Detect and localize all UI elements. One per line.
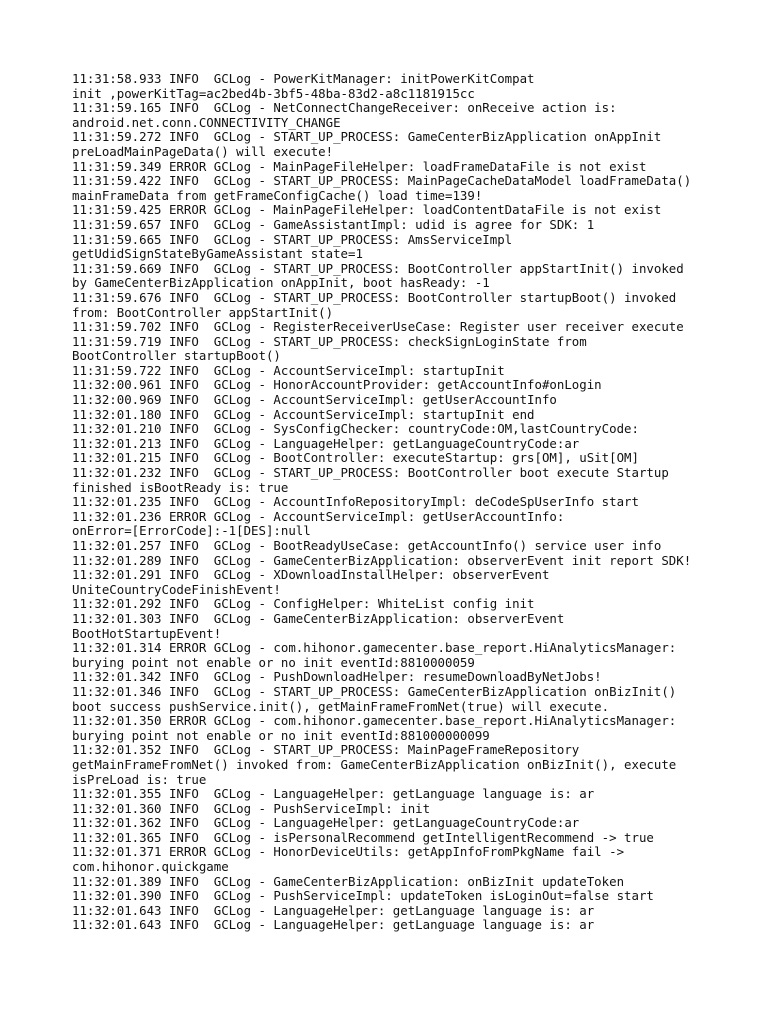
log-line: from: BootController appStartInit(): [72, 304, 334, 320]
log-line: 11:32:01.352 INFO GCLog - START_UP_PROCESS: MainPageFrameRepository: [72, 742, 580, 758]
log-line: 11:32:01.360 INFO GCLog - PushServiceImpl: init: [72, 800, 431, 816]
log-line: 11:31:59.349 ERROR GCLog - MainPageFileHelper: loadFrameDataFile is not exist: [72, 158, 647, 174]
log-line: 11:32:01.215 INFO GCLog - BootController: executeStartup: grs[OM], uSit[OM]: [72, 450, 639, 466]
log-line: burying point not enable or no init eventId:881000000099: [72, 727, 490, 743]
log-line: 11:32:01.389 INFO GCLog - GameCenterBizApplication: onBizInit updateToken: [72, 873, 625, 889]
log-line: 11:31:59.676 INFO GCLog - START_UP_PROCESS: BootController startupBoot() invoked: [72, 289, 677, 305]
log-line: 11:32:01.289 INFO GCLog - GameCenterBizApplication: observerEvent init report SDK!: [72, 552, 692, 568]
log-line: by GameCenterBizApplication onAppInit, boot hasReady: -1: [72, 275, 490, 291]
log-line: 11:32:01.232 INFO GCLog - START_UP_PROCESS: BootController boot execute Startup: [72, 465, 669, 481]
log-line: BootController startupBoot(): [72, 348, 281, 364]
log-line: 11:32:01.346 INFO GCLog - START_UP_PROCESS: GameCenterBizApplication onBizInit(): [72, 683, 677, 699]
log-line: 11:31:59.272 INFO GCLog - START_UP_PROCESS: GameCenterBizApplication onAppInit: [72, 129, 662, 145]
log-text-block: [72, 72, 712, 933]
log-line: 11:32:01.303 INFO GCLog - GameCenterBizApplication: observerEvent: [72, 610, 565, 626]
log-line: 11:31:59.669 INFO GCLog - START_UP_PROCESS: BootController appStartInit() invoked: [72, 260, 684, 276]
log-line: 11:31:59.702 INFO GCLog - RegisterReceiverUseCase: Register user receiver execute: [72, 319, 684, 335]
log-line: 11:32:01.314 ERROR GCLog - com.hihonor.gamecenter.base_report.HiAnalyticsManager:: [72, 640, 677, 656]
log-line: 11:32:01.342 INFO GCLog - PushDownloadHelper: resumeDownloadByNetJobs!: [72, 669, 602, 685]
log-line: onError=[ErrorCode]:-1[DES]:null: [72, 523, 311, 539]
log-line: 11:32:01.292 INFO GCLog - ConfigHelper: WhiteList config init: [72, 596, 535, 612]
log-line: 11:32:01.643 INFO GCLog - LanguageHelper: getLanguage language is: ar: [72, 902, 595, 918]
log-line: 11:32:01.235 INFO GCLog - AccountInfoRepositoryImpl: deCodeSpUserInfo start: [72, 494, 639, 510]
log-line: finished isBootReady is: true: [72, 479, 289, 495]
log-line: 11:31:59.425 ERROR GCLog - MainPageFileHelper: loadContentDataFile is not exist: [72, 202, 662, 218]
log-line: 11:32:01.390 INFO GCLog - PushServiceImpl: updateToken isLoginOut=false start: [72, 888, 654, 904]
log-line: getMainFrameFromNet() invoked from: GameCenterBizApplication onBizInit(), execute: [72, 756, 677, 772]
log-line: getUdidSignStateByGameAssistant state=1: [72, 246, 363, 262]
log-line: 11:32:01.213 INFO GCLog - LanguageHelper: getLanguageCountryCode:ar: [72, 435, 580, 451]
log-line: 11:32:00.969 INFO GCLog - AccountServiceImpl: getUserAccountInfo: [72, 392, 557, 408]
log-line: 11:31:59.657 INFO GCLog - GameAssistantImpl: udid is agree for SDK: 1: [72, 216, 595, 232]
log-line: mainFrameData from getFrameConfigCache() load time=139!: [72, 187, 483, 203]
log-line: 11:31:59.165 INFO GCLog - NetConnectChangeReceiver: onReceive action is:: [72, 100, 617, 116]
log-line: 11:31:59.665 INFO GCLog - START_UP_PROCESS: AmsServiceImpl: [72, 231, 513, 247]
log-line: 11:32:01.236 ERROR GCLog - AccountServiceImpl: getUserAccountInfo:: [72, 508, 565, 524]
log-line: UniteCountryCodeFinishEvent!: [72, 581, 281, 597]
log-line: 11:32:00.961 INFO GCLog - HonorAccountProvider: getAccountInfo#onLogin: [72, 377, 602, 393]
log-line: boot success pushService.init(), getMainFrameFromNet(true) will execute.: [72, 698, 610, 714]
log-line: android.net.conn.CONNECTIVITY_CHANGE: [72, 114, 341, 130]
log-line: 11:32:01.362 INFO GCLog - LanguageHelper: getLanguageCountryCode:ar: [72, 815, 580, 831]
log-line: 11:32:01.291 INFO GCLog - XDownloadInstallHelper: observerEvent: [72, 567, 550, 583]
log-line: BootHotStartupEvent!: [72, 625, 222, 641]
log-line: 11:32:01.355 INFO GCLog - LanguageHelper: getLanguage language is: ar: [72, 786, 595, 802]
log-line: 11:32:01.180 INFO GCLog - AccountServiceImpl: startupInit end: [72, 406, 535, 422]
log-line: 11:31:59.422 INFO GCLog - START_UP_PROCESS: MainPageCacheDataModel loadFrameData(): [72, 173, 692, 189]
log-line: 11:31:59.722 INFO GCLog - AccountServiceImpl: startupInit: [72, 362, 505, 378]
log-line: 11:32:01.210 INFO GCLog - SysConfigChecker: countryCode:OM,lastCountryCode:: [72, 421, 639, 437]
log-line: 11:31:59.719 INFO GCLog - START_UP_PROCESS: checkSignLoginState from: [72, 333, 587, 349]
log-line: 11:32:01.257 INFO GCLog - BootReadyUseCase: getAccountInfo() service user info: [72, 538, 662, 553]
log-line: burying point not enable or no init eventId:8810000059: [72, 654, 475, 670]
log-line: preLoadMainPageData() will execute!: [72, 143, 334, 159]
log-line: 11:32:01.371 ERROR GCLog - HonorDeviceUtils: getAppInfoFromPkgName fail ->: [72, 844, 625, 860]
log-line: init ,powerKitTag=ac2bed4b-3bf5-48ba-83d2-a8c1181915cc: [72, 85, 475, 101]
log-line: isPreLoad is: true: [72, 771, 207, 787]
log-document: [72, 72, 712, 933]
log-line: 11:32:01.365 INFO GCLog - isPersonalRecommend getIntelligentRecommend -> true: [72, 829, 654, 845]
log-line: com.hihonor.quickgame: [72, 859, 229, 875]
log-line: 11:32:01.643 INFO GCLog - LanguageHelper: getLanguage language is: ar: [72, 917, 595, 933]
log-line: 11:32:01.350 ERROR GCLog - com.hihonor.gamecenter.base_report.HiAnalyticsManager:: [72, 713, 677, 729]
log-line: 11:31:58.933 INFO GCLog - PowerKitManager: initPowerKitCompat: [72, 71, 535, 86]
